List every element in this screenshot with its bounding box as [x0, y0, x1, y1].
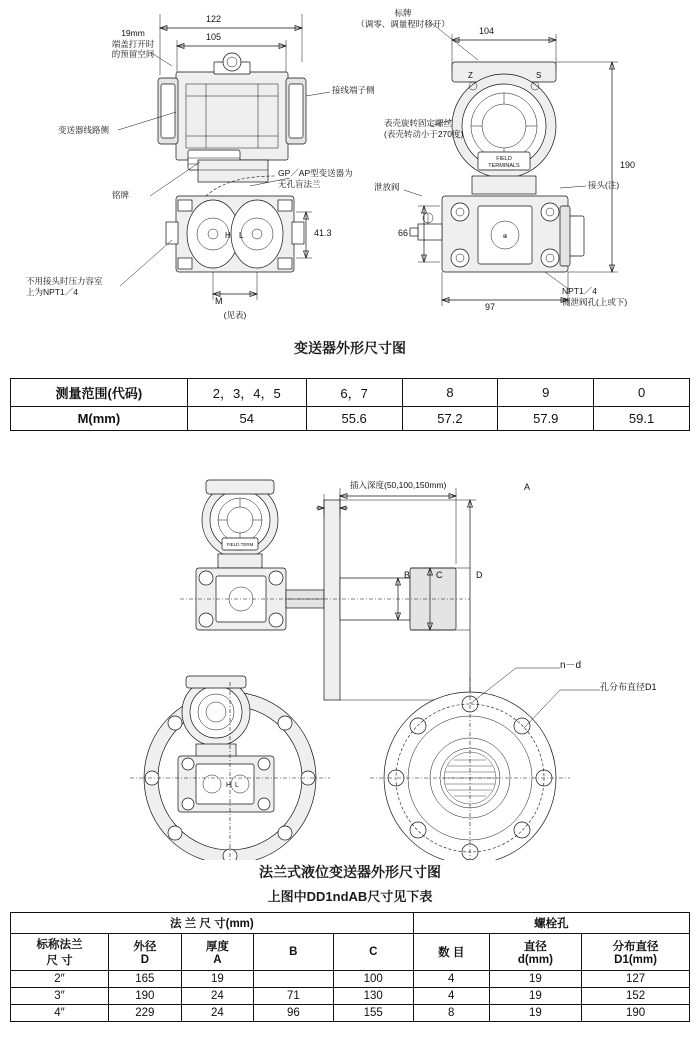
cell: 24: [181, 988, 253, 1005]
svg-text:S: S: [536, 71, 542, 80]
cell: 55.6: [306, 407, 402, 431]
callout-hole-circle: 孔分布直径D1: [600, 682, 657, 692]
callout-blind-flange: GP／AP型变送器为 无孔盲法兰: [278, 168, 353, 189]
cell: 9: [498, 379, 594, 407]
dim-122: 122: [206, 14, 222, 24]
cell: 57.2: [402, 407, 498, 431]
col-b: B: [254, 934, 334, 971]
callout-nameplate: 铭牌: [112, 190, 130, 200]
dim-C: C: [436, 570, 443, 580]
callout-cover-clearance: 19mm 端盖打开时 的预留空间: [111, 28, 155, 60]
cell: 96: [254, 1005, 334, 1022]
cell: 100: [333, 971, 413, 988]
callout-circuit-side: 变送器线路侧: [58, 125, 110, 135]
svg-text:FIELD TERM: FIELD TERM: [226, 542, 254, 547]
callout-npt-side-vent: NPT1／4 侧泄阀孔(上或下): [562, 286, 628, 307]
callout-insert-depth: 插入深度(50,100,150mm): [350, 480, 447, 490]
cell: 24: [181, 1005, 253, 1022]
callout-label-tag: 标牌 （调零、调量程时移开）: [356, 8, 450, 29]
cell: 4: [413, 971, 489, 988]
callout-n-d: n－d: [560, 660, 582, 671]
cell: 127: [582, 971, 690, 988]
cell: 3″: [11, 988, 109, 1005]
row-label: M(mm): [11, 407, 188, 431]
callout-npt-port: 不用接头时压力容室 上为NPT1／4: [26, 276, 103, 297]
figure-2-title: 法兰式液位变送器外形尺寸图: [259, 864, 441, 880]
cell: 0: [594, 379, 690, 407]
dim-41-3: 41.3: [314, 228, 332, 238]
figure-2-subtitle: 上图中DD1ndAB尺寸见下表: [267, 889, 433, 904]
cell: [254, 971, 334, 988]
svg-text:Z: Z: [468, 71, 473, 80]
table-row: [11, 971, 690, 988]
dim-104: 104: [479, 26, 495, 36]
cell: 190: [582, 1005, 690, 1022]
group-header-bolts: 螺栓孔: [413, 913, 689, 934]
cell: 165: [108, 971, 181, 988]
cell: 4: [413, 988, 489, 1005]
cell: 8: [402, 379, 498, 407]
cell: 2″: [11, 971, 109, 988]
dim-105: 105: [206, 32, 222, 42]
cell: 130: [333, 988, 413, 1005]
table-row: [11, 1005, 690, 1022]
cell: 4″: [11, 1005, 109, 1022]
svg-text:⊕: ⊕: [502, 234, 508, 240]
cell: 59.1: [594, 407, 690, 431]
cell: 54: [187, 407, 306, 431]
cell: 19: [489, 971, 581, 988]
cell: 155: [333, 1005, 413, 1022]
measuring-range-table: [10, 378, 690, 431]
cell: 6，7: [306, 379, 402, 407]
col-c: C: [333, 934, 413, 971]
col-thickness: 厚度 A: [181, 934, 253, 971]
table-row: [11, 407, 690, 431]
col-bolt-circle: 分布直径 D1(mm): [582, 934, 690, 971]
callout-connector: 接头(注): [588, 180, 620, 190]
svg-text:TERMINALS: TERMINALS: [488, 163, 520, 169]
row-label: 测量范围(代码): [11, 379, 188, 407]
dim-190: 190: [620, 160, 636, 170]
col-count: 数 目: [413, 934, 489, 971]
cell: 71: [254, 988, 334, 1005]
dim-M: M: [215, 296, 223, 306]
callout-drain-valve: 泄放阀: [374, 182, 400, 192]
col-hole-dia: 直径 d(mm): [489, 934, 581, 971]
figure-1-title: 变送器外形尺寸图: [294, 340, 406, 356]
dim-A: A: [524, 482, 531, 492]
table-row: [11, 913, 690, 934]
cell: 57.9: [498, 407, 594, 431]
svg-text:FIELD: FIELD: [496, 156, 512, 162]
cell: 2，3，4，5: [187, 379, 306, 407]
flange-dimension-table: [10, 912, 690, 1022]
callout-housing-screw: 表壳旋转固定螺丝 (表壳转动小于270度): [384, 118, 464, 139]
cell: 19: [489, 988, 581, 1005]
table-row: [11, 988, 690, 1005]
svg-text:H: H: [226, 782, 232, 789]
callout-terminal-side: 接线端子侧: [332, 85, 375, 95]
table-row: [11, 934, 690, 971]
svg-text:L: L: [235, 782, 239, 789]
cell: 152: [582, 988, 690, 1005]
svg-text:H: H: [225, 231, 231, 240]
dim-M-note: (见表): [223, 310, 247, 320]
table-row: [11, 379, 690, 407]
col-nominal-size: 标称法兰 尺 寸: [11, 934, 109, 971]
figure-2-drawing: [0, 460, 700, 860]
cell: 8: [413, 1005, 489, 1022]
dim-D: D: [476, 570, 483, 580]
cell: 19: [489, 1005, 581, 1022]
cell: 19: [181, 971, 253, 988]
svg-text:L: L: [239, 231, 244, 240]
dim-B: B: [404, 570, 411, 580]
cell: 229: [108, 1005, 181, 1022]
cell: 190: [108, 988, 181, 1005]
dim-66: 66: [398, 228, 409, 238]
dim-97: 97: [485, 302, 496, 312]
group-header-flange: 法 兰 尺 寸(mm): [11, 913, 414, 934]
col-outer-dia: 外径 D: [108, 934, 181, 971]
